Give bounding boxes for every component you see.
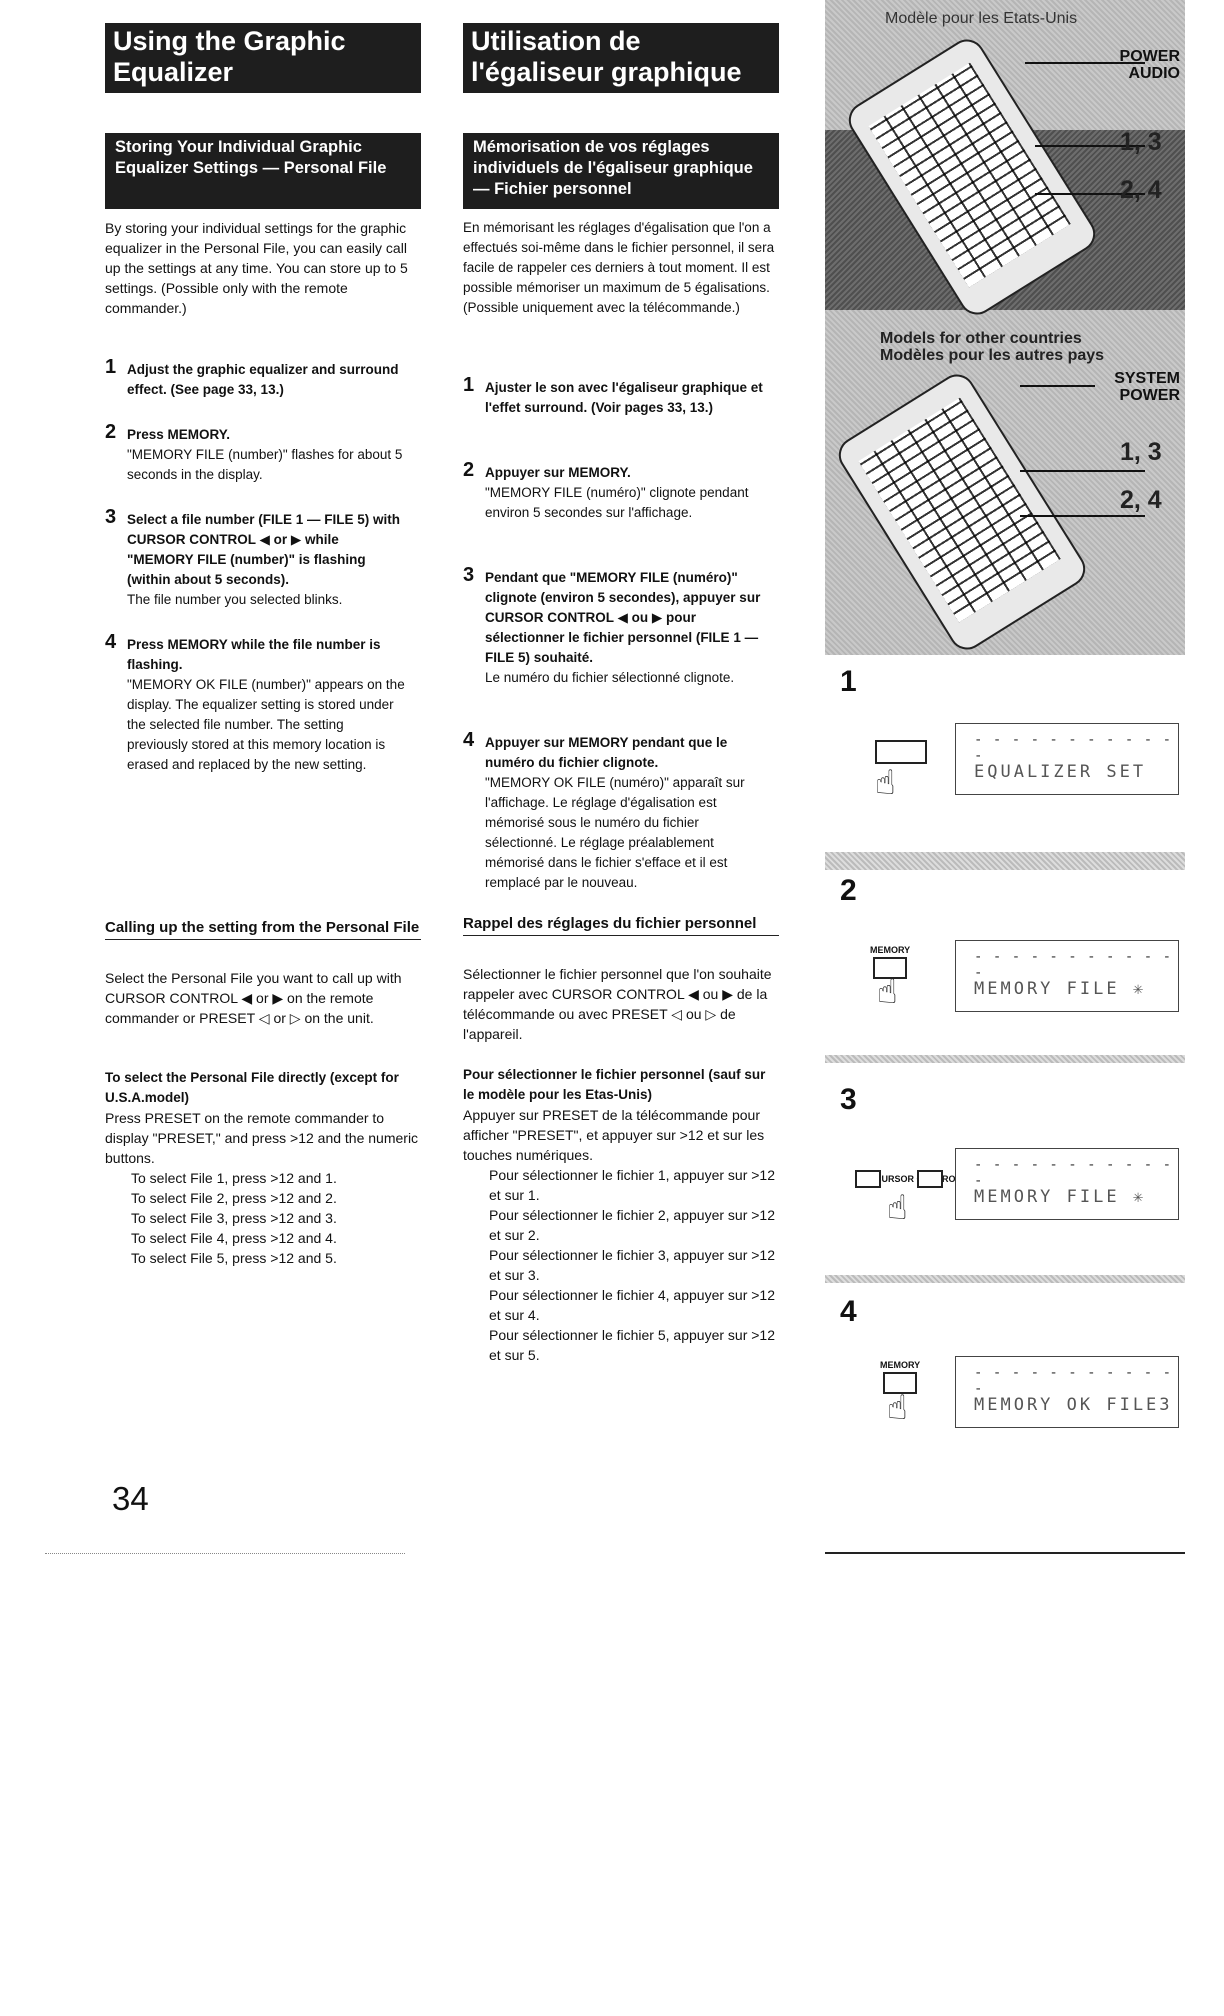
divider-band	[825, 1275, 1185, 1283]
pointing-hand-icon: ☝	[887, 1389, 908, 1427]
figure-step-3: 3 CURSOR ☝ - - - - - - - - - - - - MEMORY FILE ✳	[825, 1078, 1185, 1263]
pointer-line	[1020, 385, 1095, 387]
pointing-hand-icon: ☝	[887, 1189, 908, 1227]
english-step-2: 2 Press MEMORY. "MEMORY FILE (number)" flashes for about 5 seconds in the display.	[105, 421, 403, 482]
divider-band	[825, 852, 1185, 870]
pointing-hand-icon: ☝	[875, 764, 896, 802]
figure-step-1: 1 ☝ - - - - - - - - - - - - EQUALIZER SET	[825, 655, 1185, 850]
figure-step-4: 4 MEMORY ☝ - - - - - - - - - - - - MEMORY OK FILE3	[825, 1290, 1185, 1450]
memory-button-label: MEMORY	[870, 945, 911, 955]
system-power-label: SYSTEM POWER	[1114, 370, 1180, 404]
english-recall-heading: Calling up the setting from the Personal File	[105, 918, 421, 940]
other-models-caption: Models for other countries Modèles pour les autres pays	[880, 330, 1105, 364]
cursor-left-button-icon	[855, 1170, 881, 1188]
french-section-heading: Mémorisation de vos réglages individuels de l'égaliseur graphique — Fichier personnel	[463, 133, 779, 209]
power-audio-label: POWER AUDIO	[1119, 48, 1180, 82]
pointer-line	[1020, 470, 1145, 472]
english-step-1: 1 Adjust the graphic equalizer and surround effect. (See page 33, 13.)	[105, 356, 399, 397]
english-section-heading: Storing Your Individual Graphic Equalizer Settings — Personal File	[105, 133, 421, 209]
illustration-column	[825, 0, 1185, 1560]
footer-rule	[825, 1552, 1185, 1554]
page-number: 34	[112, 1480, 149, 1517]
english-step-3: 3 Select a file number (FILE 1 — FILE 5) with CURSOR CONTROL ◀ or ▶ while "MEMORY FILE (number)" is flashing (within about 5 seconds). The file number you selected blinks.	[105, 506, 401, 607]
eq-buttons-icon	[875, 740, 927, 764]
french-direct-section: Pour sélectionner le fichier personnel (sauf sur le modèle pour les Etas-Unis) Appuyer sur PRESET de la télécommande pour afficher "PRESET", et appuyer sur >12 et sur les touches numériques. Pour sélectionner le fichier 1, appuyer sur >12 et sur 1. Pour sélectionner le fichier 2, appuyer sur >12 et sur 2. Pour sélectionner le fichier 3, appuyer sur >12 et sur 3. Pour sélectionner le fichier 4, appuyer sur >12 et sur 4. Pour sélectionner le fichier 5, appuyer sur >12 et sur 5.	[463, 1067, 775, 1363]
cursor-right-button-icon	[917, 1170, 943, 1188]
figure-step-2: 2 MEMORY ☝ - - - - - - - - - - - - MEMORY FILE ✳	[825, 872, 1185, 1052]
english-title: Using the Graphic Equalizer	[105, 23, 421, 93]
english-intro: By storing your individual settings for the graphic equalizer in the Personal File, you can easily call up the settings at any time. You can store up to 5 settings. (Possible only with the remote commander.)	[105, 220, 408, 316]
french-title: Utilisation de l'égaliseur graphique	[463, 23, 779, 93]
step-label-1-3-other: 1, 3	[1120, 438, 1162, 466]
french-step-4: 4 Appuyer sur MEMORY pendant que le numéro du fichier clignote. "MEMORY OK FILE (numéro)" apparaît sur l'affichage. Le réglage d'égalisation est mémorisé sous le numéro du fichier sélectionné. Le réglage préalablement mémorisé dans le fichier s'efface et il est remplacé par le nouveau.	[463, 729, 745, 890]
display-panel-step-2: - - - - - - - - - - - - MEMORY FILE ✳	[955, 940, 1179, 1012]
english-step-4: 4 Press MEMORY while the file number is flashing. "MEMORY OK FILE (number)" appears on the display. The equalizer setting is stored under the selected file number. The setting previously stored at this memory location is erased and replaced by the new setting.	[105, 631, 405, 772]
english-recall-text: Select the Personal File you want to call up with CURSOR CONTROL ◀ or ▶ on the remote commander or PRESET ◁ or ▷ on the unit.	[105, 970, 402, 1026]
english-direct-section: To select the Personal File directly (except for U.S.A.model) Press PRESET on the remote commander to display "PRESET," and press >12 and the numeric buttons. To select File 1, press >12 and 1. To select File 2, press >12 and 2. To select File 3, press >12 and 3. To select File 4, press >12 and 4. To select File 5, press >12 and 5.	[105, 1070, 419, 1266]
french-intro: En mémorisant les réglages d'égalisation que l'on a effectués soi-même dans le fichier personnel, il sera facile de rappeler ces derniers à tout moment. Il est possible mémoriser un maximum de 5 égalisations. (Possible uniquement avec la télécommande.)	[463, 220, 775, 315]
memory-button-label: MEMORY	[880, 1360, 921, 1370]
display-panel-step-1: - - - - - - - - - - - - EQUALIZER SET	[955, 723, 1179, 795]
footer-dotted-line	[45, 1553, 405, 1554]
french-step-2: 2 Appuyer sur MEMORY. "MEMORY FILE (numéro)" clignote pendant environ 5 secondes sur l'affichage.	[463, 459, 749, 520]
step-label-2-4: 2, 4	[1120, 176, 1162, 204]
step-label-2-4-other: 2, 4	[1120, 486, 1162, 514]
pointing-hand-icon: ☝	[877, 973, 898, 1011]
divider-band	[825, 1055, 1185, 1063]
step-label-1-3: 1, 3	[1120, 128, 1162, 156]
french-step-3: 3 Pendant que "MEMORY FILE (numéro)" clignote (environ 5 secondes), appuyer sur CURSOR CONTROL ◀ ou ▶ pour sélectionner le fichier personnel (FILE 1 — FILE 5) souhaité. Le numéro du fichier sélectionné clignote.	[463, 564, 761, 685]
cursor-control-label: CURSOR	[875, 1174, 915, 1184]
us-model-caption: Modèle pour les Etats-Unis	[885, 10, 1078, 27]
pointer-line	[1020, 515, 1145, 517]
french-recall-text: Sélectionner le fichier personnel que l'on souhaite rappeler avec CURSOR CONTROL ◀ ou ▶ de la télécommande ou avec PRESET ◁ ou ▷ de l'appareil.	[463, 966, 772, 1042]
french-step-1: 1 Ajuster le son avec l'égaliseur graphique et l'effet surround. (Voir pages 33, 13.)	[463, 374, 763, 415]
display-panel-step-4: - - - - - - - - - - - - MEMORY OK FILE3	[955, 1356, 1179, 1428]
display-panel-step-3: - - - - - - - - - - - - MEMORY FILE ✳	[955, 1148, 1179, 1220]
french-recall-heading: Rappel des réglages du fichier personnel	[463, 914, 779, 936]
